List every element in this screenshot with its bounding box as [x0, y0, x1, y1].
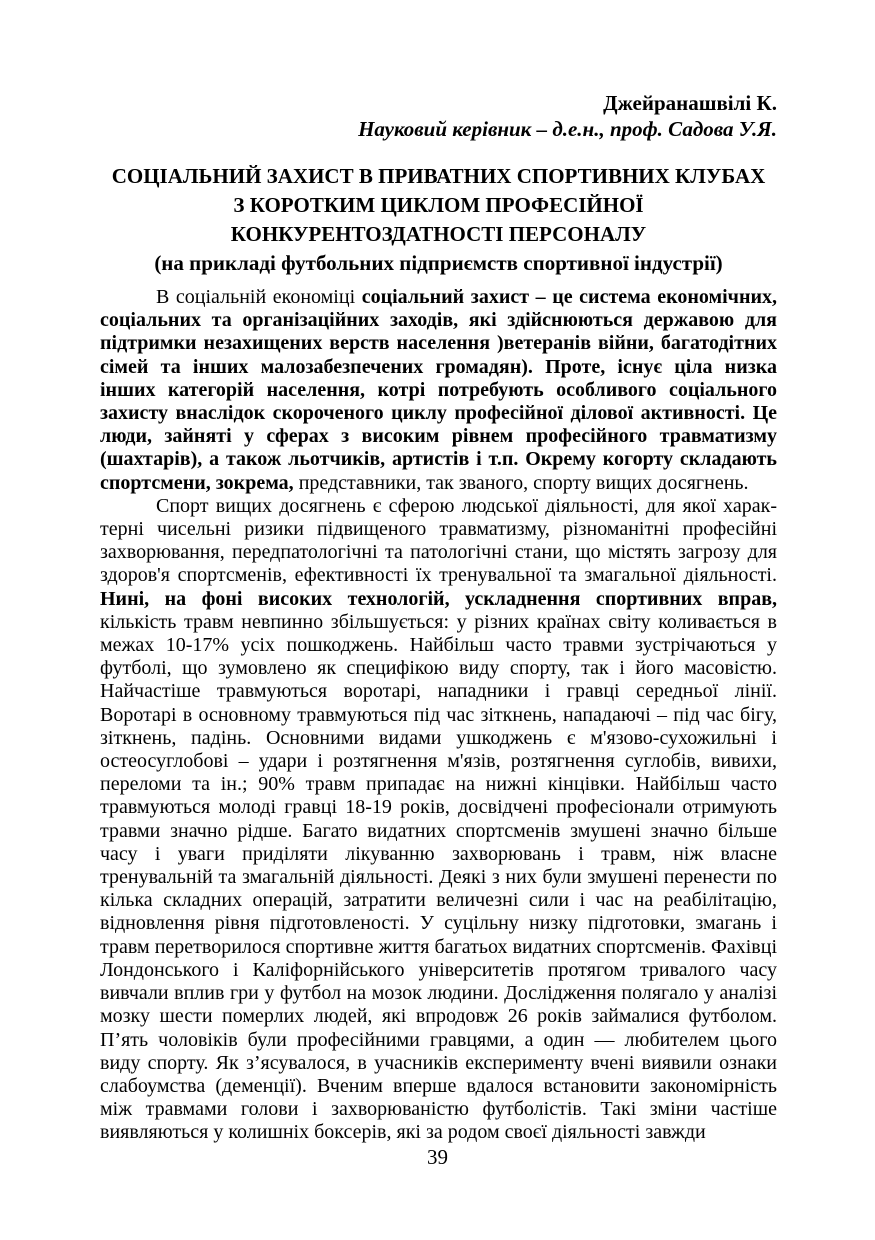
- paragraph: [100, 286, 777, 495]
- paper-title-line-1: СОЦІАЛЬНИЙ ЗАХИСТ В ПРИВАТНИХ СПОРТИВНИХ КЛУБАХ: [111, 164, 766, 188]
- text-run: В соціальній економіці: [156, 286, 362, 308]
- page-content: [100, 90, 777, 1145]
- paper-title-line-2: З КОРОТКИМ ЦИКЛОМ ПРОФЕСІЙНОЇ: [233, 193, 644, 217]
- paper-title: [100, 162, 777, 278]
- page-number: 39: [427, 1145, 448, 1169]
- paper-title-line-4: (на прикладі футбольних підприємств спортивної індустрії): [154, 251, 723, 275]
- paper-body: [100, 286, 777, 1145]
- paragraph: [100, 495, 777, 1145]
- supervisor-line: Науковий керівник – д.е.н., проф. Садова У.Я.: [358, 117, 777, 141]
- text-run: Нині, на фоні високих технологій, ускладнення спортивних вправ,: [100, 587, 777, 610]
- text-run: соціальний захист – це система економічних, соціальних та організаційних заходів, які здійснюються державою для підтримки незахищених верств населення )ветеранів війни, багатодітних сімей та інших малозабезпечених громадян). Проте, існує ціла низка інших категорій населення, котрі потребують особливого соціального захисту внаслідок скороченого циклу професійної ділової активності. Це люди, зайняті у сферах з високим рівнем професійного травматизму (шахтарів), а також льотчиків, артистів і т.п. Окрему когорту складають спортсмени, зокрема,: [100, 286, 777, 494]
- text-run: представники, так званого, спорту вищих досягнень.: [298, 471, 749, 494]
- text-run: кількість травм невпинно збільшується: у різних країнах світу коливається в межах 10-17% усіх пошкоджень. Найбільш часто травми зустрічаються у футболі, що зумовлено як специфікою виду спорту, так і його масовістю. Найчастіше травмуються воротарі, нападники і гравці середньої лінії. Воротарі в основному травмуються під час зіткнень, нападаючі – під час бігу, зіткнень, падінь. Основними видами ушкоджень є м'язово-сухожильні і остеосуглобові – удари і розтягнення м'язів, розтягнення суглобів, вивихи, переломи та ін.; 90% травм припадає на нижні кінцівки. Найбільш часто травмуються молоді гравці 18-19 років, досвідчені професіонали отримують травми значно рідше. Багато видатних спортсменів змушені значно більше часу і уваги приділяти лікуванню захворювань і травм, ніж власне тренувальній та змагальній діяльності. Деякі з них були змушені перенести по кілька складних операцій, затратити величезні сили і час на реабілітацію, відновлення рівня підготовленості. У суцільну низку підготовки, змагань і травм перетворилося спортивне життя багатьох видатних спортсменів. Фахівці Лондонського і Каліфорнійського університетів протягом тривалого часу вивчали вплив гри у футбол на мозок людини. Дослідження полягало у аналізі мозку шести померлих людей, які впродовж 26 років займалися футболом. П’ять чоловіків були професійними гравцями, а один — любителем цього виду спорту. Як з’ясувалося, в учасників експерименту вчені виявили ознаки слабоумства (деменції). Вченим вперше вдалося встановити закономірність між травмами голови і захворюваністю футболістів. Такі зміни частіше виявляються у колишніх боксерів, які за родом своєї діяльності завжди: [100, 610, 777, 1144]
- text-run: Спорт вищих досягнень є сферою людської діяльності, для якої харак-терні чисельні ризики підвищеного травматизму, різноманітні професійні захворювання, передпатологічні та патологічні стани, що містять загрозу для здоров'я спортсменів, ефективності їх тренувальної та змагальної діяльності.: [100, 494, 777, 587]
- author-line: Джейранашвілі К.: [603, 91, 777, 115]
- paper-title-line-3: КОНКУРЕНТОЗДАТНОСТІ ПЕРСОНАЛУ: [230, 222, 647, 246]
